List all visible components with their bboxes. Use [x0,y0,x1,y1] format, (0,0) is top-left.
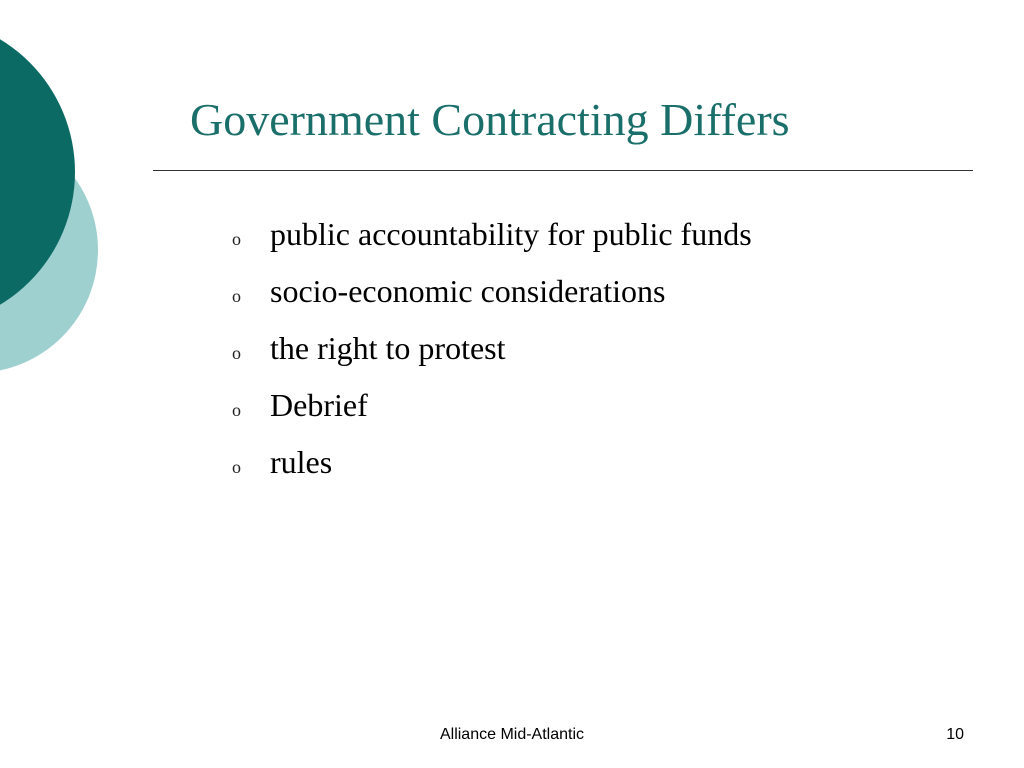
bullet-item [232,216,752,273]
page-number: 10 [946,726,964,743]
bullet-text: rules [270,444,333,480]
bullet-marker-icon: o [232,400,241,420]
bullet-marker-icon: o [232,343,241,363]
bullet-item [232,273,752,330]
bullet-text: Debrief [270,387,368,423]
title-divider [153,170,973,171]
bullet-item [232,330,752,387]
bullet-text: socio-economic considerations [270,273,666,309]
decorative-circles [0,0,110,410]
bullet-item [232,444,752,501]
bullet-list [232,216,752,501]
bullet-marker-icon: o [232,229,241,249]
bullet-text: the right to protest [270,330,506,366]
bullet-marker-icon: o [232,457,241,477]
bullet-item [232,387,752,444]
bullet-text: public accountability for public funds [270,216,752,252]
bullet-marker-icon: o [232,286,241,306]
slide-title: Government Contracting Differs [190,94,790,145]
footer-text: Alliance Mid-Atlantic [439,726,585,743]
